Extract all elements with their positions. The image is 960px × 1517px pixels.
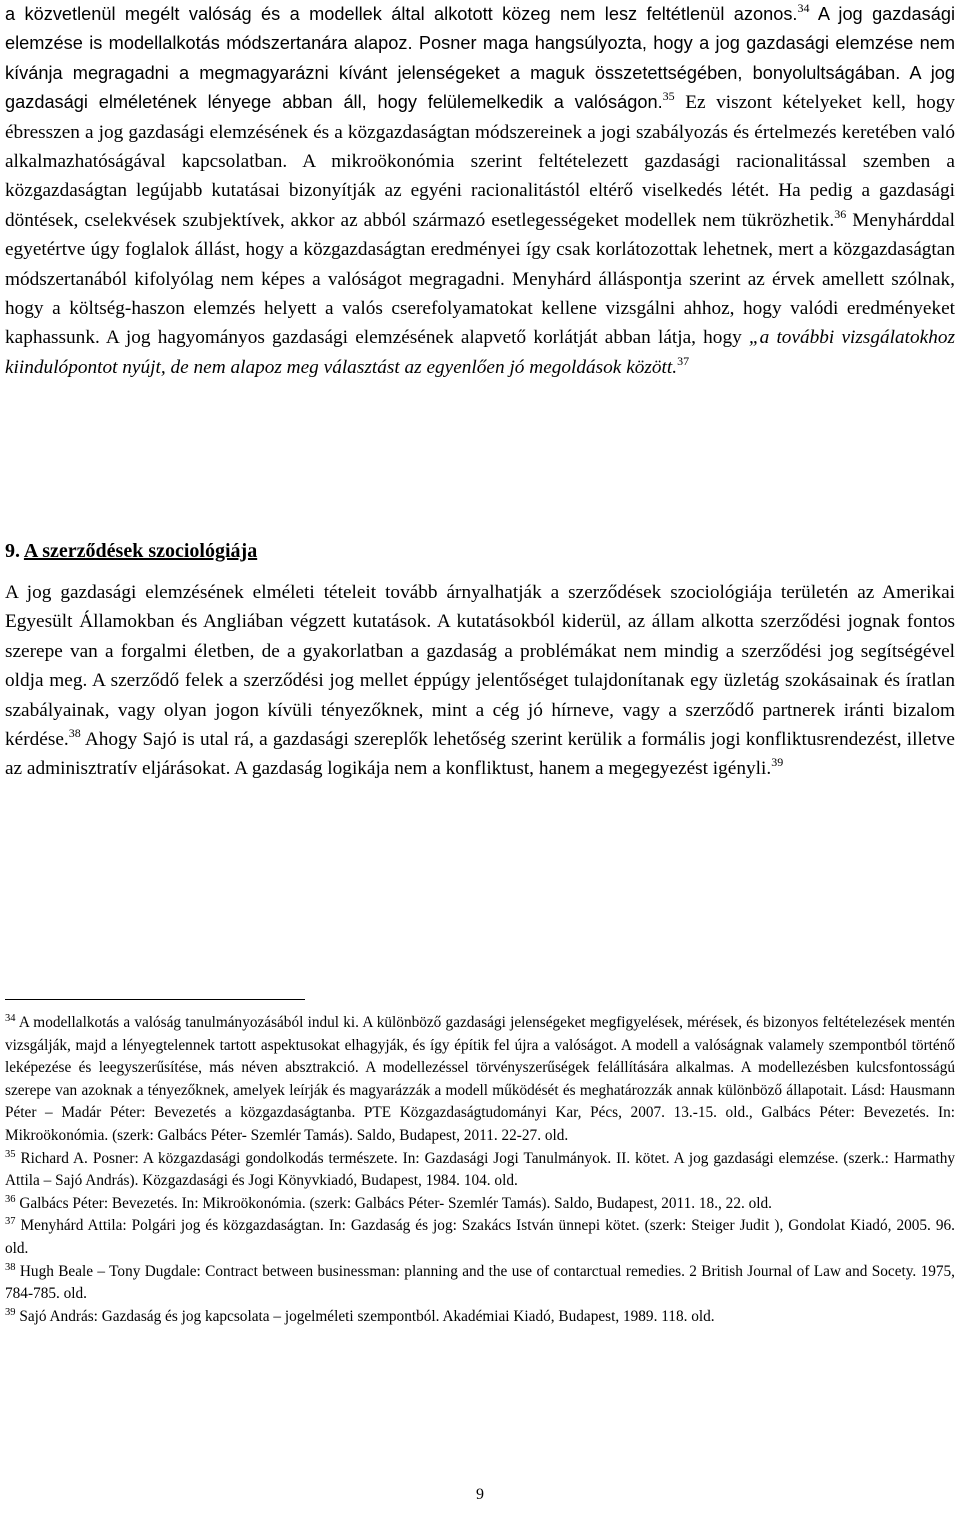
- page-number: 9: [476, 1486, 484, 1503]
- paragraph-1-sentence-2: A jog gazdasági elemzése is modellalkotás módszertanára alapoz. Posner maga hangsúlyozta, hogy a jog gazdasági elemzése nem kívánja megragadni a megmagyarázni kívánt jelenségeket a maguk összetettségében, bonyolultságában. A jog gazdasági elméletének lényege abban áll, hogy felülemelkedik a valóságon.: [5, 4, 955, 113]
- paragraph-1-sentence-1: a közvetlenül megélt valóság és a modellek által alkotott közeg nem lesz feltétlenül azonos.: [5, 4, 798, 24]
- quote-text: „a további vizsgálatokhoz kiindulópontot nyújt, de nem alapoz meg választást az egyenlően jó megoldások között.: [5, 327, 955, 378]
- footnote-text: Menyhárd Attila: Polgári jog és közgazdaságtan. In: Gazdaság és jog: Szakács István ünnepi kötet. (szerk: Steiger Judit ), Gondolat Kiadó, 2005. 96. old.: [5, 1217, 955, 1257]
- footnote-ref-36: 36: [834, 206, 847, 221]
- footnote-number: 34: [5, 1013, 16, 1024]
- body-paragraph-2: [5, 578, 955, 784]
- paragraph-1-sentence-4: A mikroökonómia szerint feltételezett gazdasági racionalitással szemben a közgazdaságtan legújabb kutatásai bizonyítják az egyéni racionalitástól eltérő viselkedés létét. Ha pedig a gazdasági döntések, cselekvések szubjektívek, akkor az abból származó esetlegességeket modellek nem tükrözhetik.: [5, 151, 955, 231]
- footnote-36: [5, 1193, 955, 1216]
- footnote-37: [5, 1215, 955, 1260]
- footnote-text: A modellalkotás a valóság tanulmányozásából indul ki. A különböző gazdasági jelenségeket megfigyelések, mérések, és bizonyos feltételezések mentén vizsgálják, majd a lényegtelennek tartott aspektusokat elhagyják, és így építik fel újra a valóságot. A modell a valóságnak valamely szempontból történő leképezése és leegyszerűsítése, más néven absztrakció. A modellezéssel törvényszerűségek felállítására alkalmas. A modellezésben kulcsfontosságú szerepe van azoknak a tényezőknek, amelyek leírják és magyarázzák a modell működését és meghatározzák annak különböző állapotait. Lásd: Hausmann Péter – Madár Péter: Bevezetés a közgazdaságtanba. PTE Közgazdaságtudományi Kar, Pécs, 2007. 13.-15. old., Galbács Péter: Bevezetés. In: Mikroökonómia. (szerk: Galbács Péter- Szemlér Tamás). Saldo, Budapest, 2011. 22-27. old.: [5, 1014, 955, 1144]
- paragraph-2-sentence-2: Ahogy Sajó is utal rá, a gazdasági szereplők lehetőség szerint kerülik a formális jogi konfliktusrendezést, illetve az adminisztratív eljárásokat. A gazdaság logikája nem a konfliktust, hanem a megegyezést igényli.: [5, 729, 955, 780]
- paragraph-2-sentence-1: A jog gazdasági elemzésének elméleti tételeit tovább árnyalhatják a szerződések szociológiája területén az Amerikai Egyesült Államokban és Angliában végzett kutatások. A kutatásokból kiderül, az állam alkotta szerződési jognak fontos szerepe van a forgalmi életben, de a gyakorlatban a gazdaság a problémákat nem mindig a szerződési jog segítségével oldja meg. A szerződő felek a szerződési jog mellet éppúgy jelentőséget tulajdonítanak egy üzletág szokásainak és íratlan szabályainak, vagy olyan jogon kívüli tényezőknek, mint a cég jó hírneve, vagy a szerződő partnerek iránti bizalom kérdése.: [5, 582, 955, 751]
- footnote-ref-38: 38: [68, 726, 81, 741]
- footnote-text: Sajó András: Gazdaság és jog kapcsolata – jogelméleti szempontból. Akadémiai Kiadó, Budapest, 1989. 118. old.: [19, 1307, 715, 1325]
- footnote-number: 38: [5, 1261, 16, 1273]
- section-title: A szerződések szociológiája: [23, 540, 258, 562]
- footnote-ref-34: 34: [797, 1, 810, 15]
- footnote-39: [5, 1306, 955, 1329]
- footnote-ref-35: 35: [662, 89, 675, 104]
- footnote-34: [5, 1012, 955, 1148]
- footnote-text: Richard A. Posner: A közgazdasági gondolkodás természete. In: Gazdasági Jogi Tanulmányok. II. kötet. A jog gazdasági elemzése. (szerk.: Harmathy Attila – Sajó András). Közgazdasági és Jogi Könyvkiadó, Budapest, 1984. 104. old.: [5, 1149, 956, 1190]
- footnotes: [5, 1012, 955, 1328]
- footnote-number: 39: [5, 1306, 16, 1318]
- footnote-number: 37: [5, 1216, 16, 1228]
- footnote-ref-37: 37: [677, 353, 690, 368]
- footnote-35: [5, 1148, 955, 1193]
- footnote-separator: [5, 999, 305, 1000]
- section-heading: [5, 537, 257, 565]
- section-number: 9.: [5, 540, 20, 562]
- body-paragraph-1: [5, 0, 955, 382]
- footnote-text: Galbács Péter: Bevezetés. In: Mikroökonómia. (szerk: Galbács Péter- Szemlér Tamás). Saldo, Budapest, 2011. 18., 22. old.: [19, 1194, 772, 1212]
- footnote-number: 35: [5, 1148, 16, 1160]
- footnote-ref-39: 39: [771, 755, 784, 770]
- footnote-text: Hugh Beale – Tony Dugdale: Contract between businessman: planning and the use of contarctual remedies. 2 British Journal of Law and Socety. 1975, 784-785. old.: [5, 1262, 955, 1303]
- footnote-number: 36: [5, 1193, 16, 1205]
- paragraph-1-sentence-3: Ez viszont kételyeket kell, hogy ébresszen a jog gazdasági elemzésének és a közgazdaságtan módszereinek a jogi szabályozás és értelmezés keretében való alkalmazhatóságával kapcsolatban.: [5, 92, 955, 173]
- footnote-38: [5, 1261, 955, 1306]
- paragraph-1-sentence-5: Menyhárddal egyetértve úgy foglalok állást, hogy a közgazdaságtan eredményei így csak korlátozottak lehetnek, mert a közgazdaságtan módszertanából kifolyólag nem képes a valóságot megragadni. Menyhárd álláspontja szerint az érvek amellett szólnak, hogy a költség-haszon elemzés helyett a valós cserefolyamatokat kellene vizsgálni ahhoz, hogy valódi eredményeket kaphassunk. A jog hagyományos gazdasági elemzésének alapvető korlátját abban látja, hogy: [5, 209, 956, 349]
